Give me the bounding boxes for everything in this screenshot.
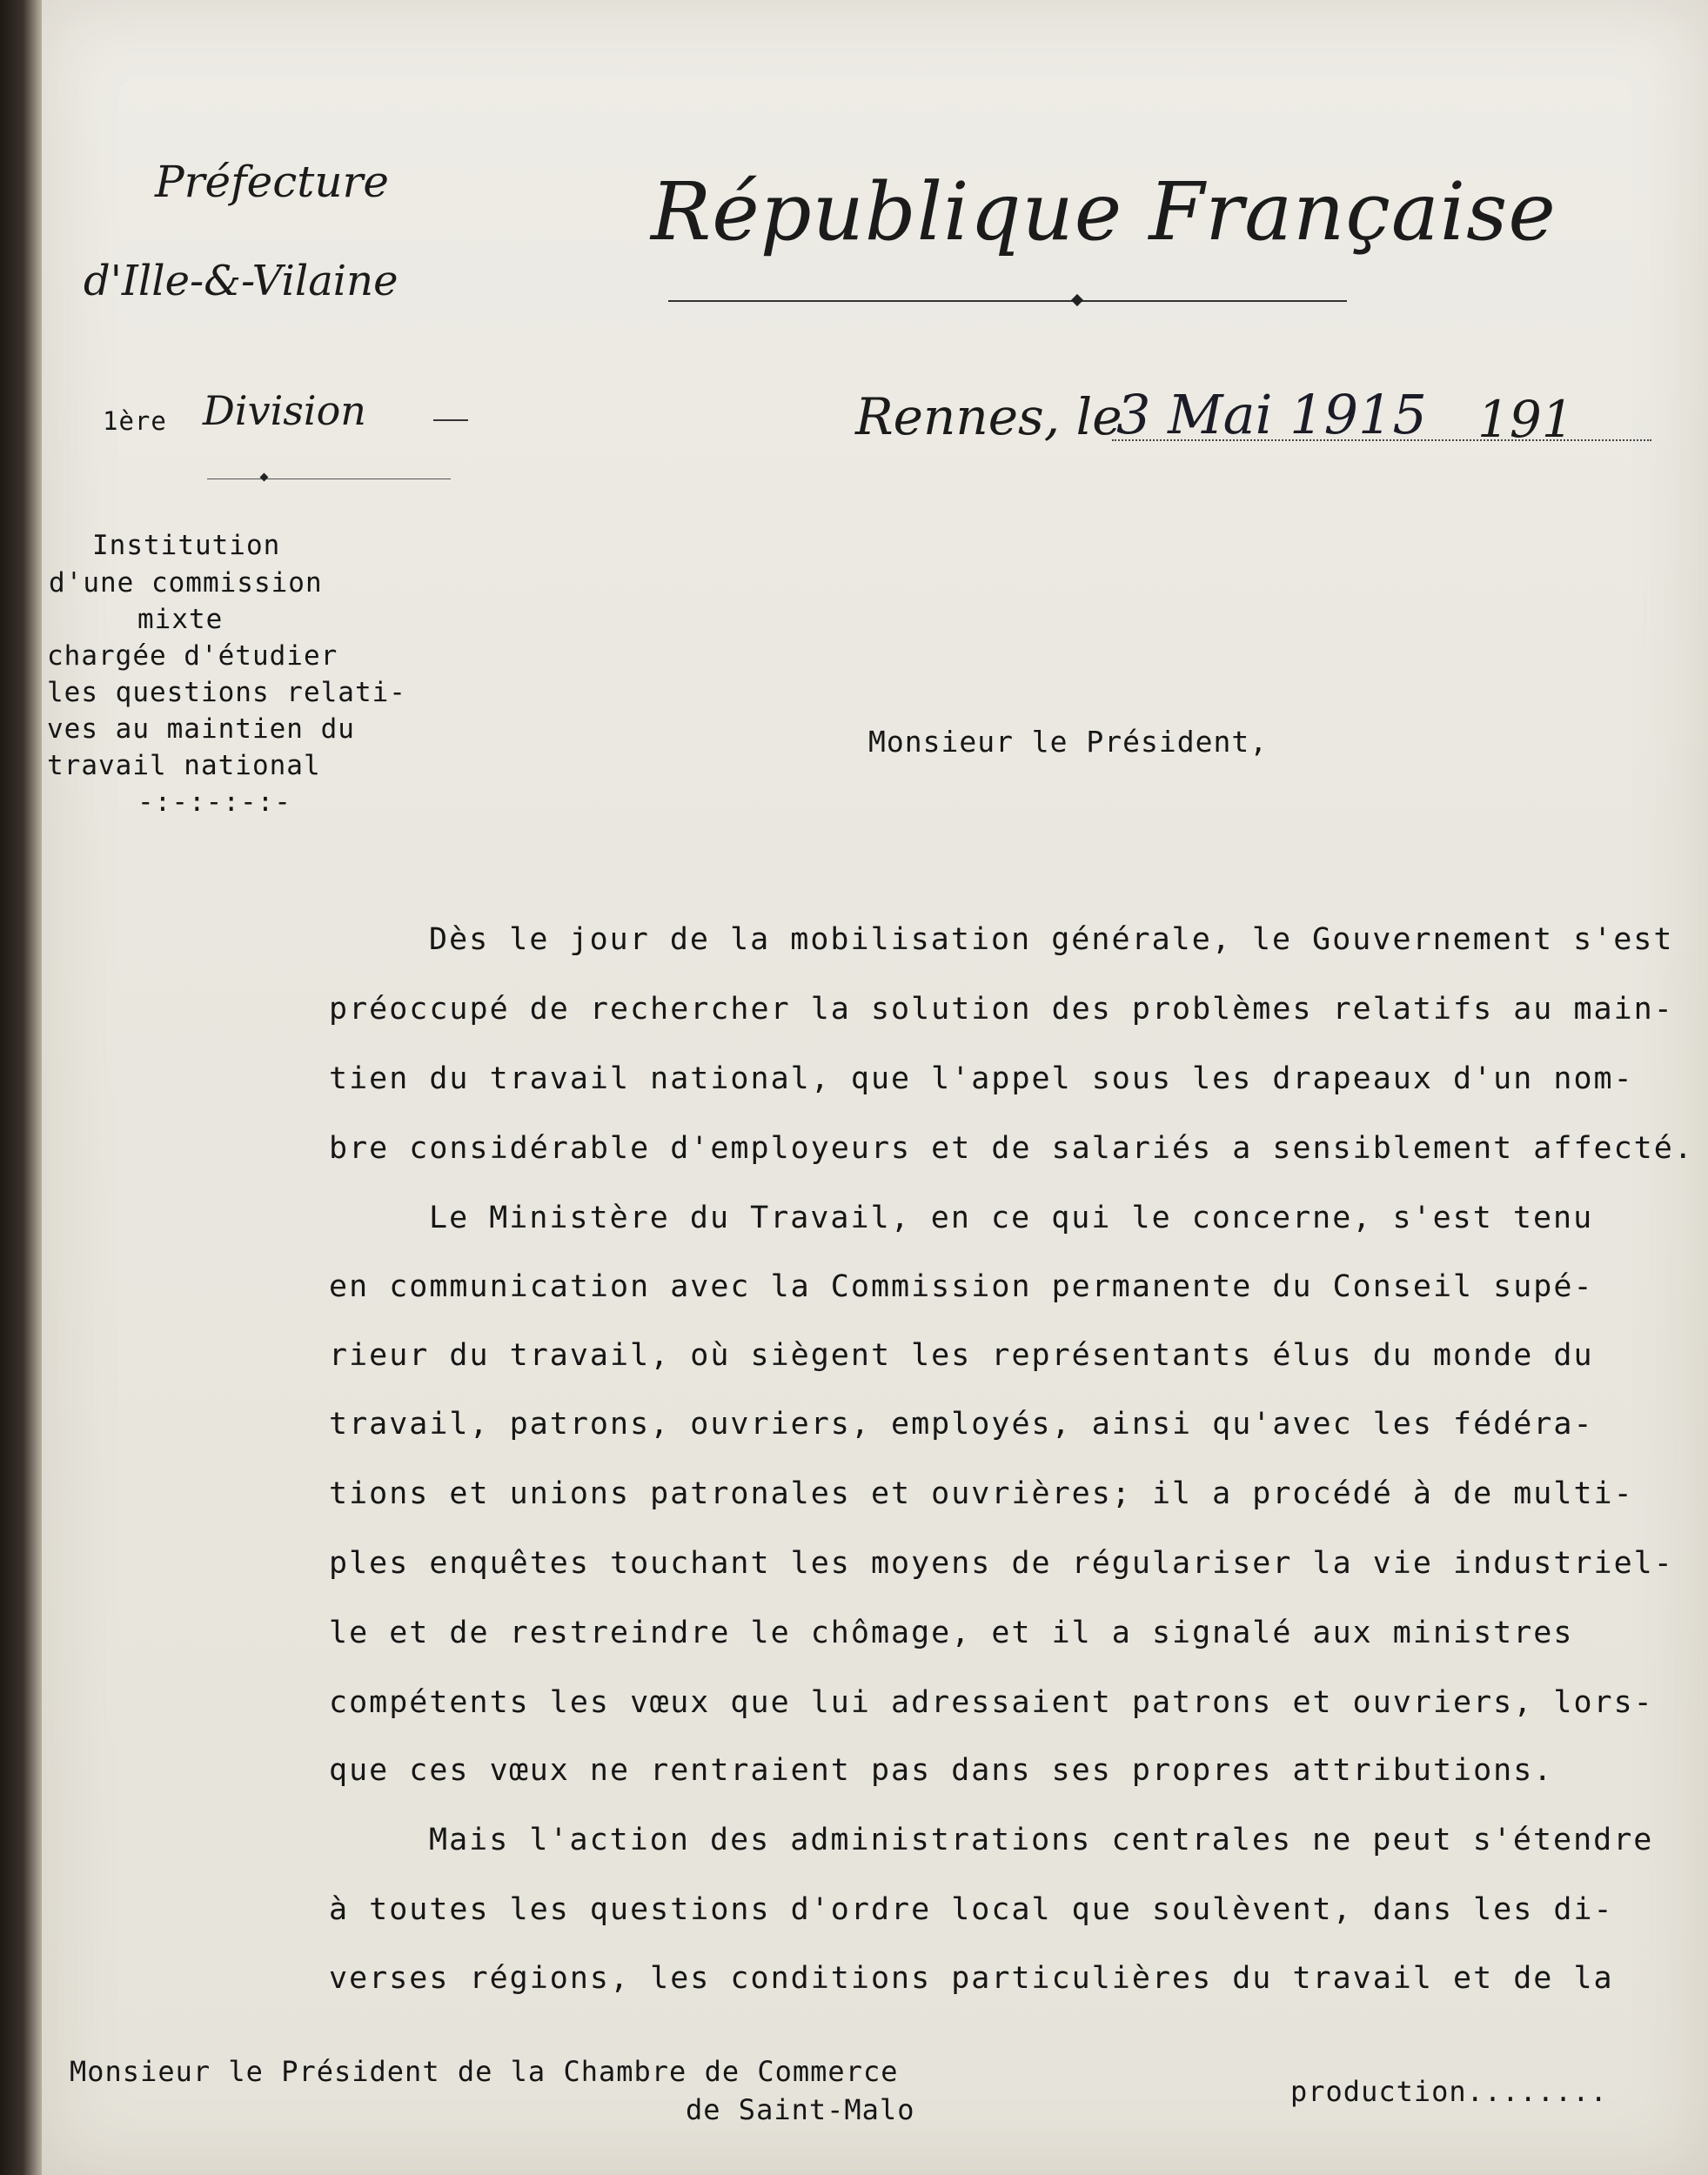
heading-ornament <box>1071 294 1083 306</box>
subject-line: mixte <box>137 604 224 635</box>
division-ornament <box>260 473 269 482</box>
addressee-line2: de Saint-Malo <box>686 2093 915 2126</box>
date-dotted-line <box>1112 439 1651 441</box>
body-line: préoccupé de rechercher la solution des problèmes relatifs au main- <box>329 992 1674 1027</box>
addressee-line1: Monsieur le Président de la Chambre de Commerce <box>70 2055 899 2088</box>
subject-line: d'une commission <box>49 567 323 599</box>
body-line: Dès le jour de la mobilisation générale, le Gouvernement s'est <box>429 922 1674 957</box>
continuation-catchword: production........ <box>1290 2075 1608 2108</box>
subject-line: chargée d'étudier <box>47 640 338 672</box>
division-number: 1ère <box>103 406 167 436</box>
body-line: compétents les vœux que lui adressaient patrons et ouvriers, lors- <box>329 1685 1654 1720</box>
body-line: verses régions, les conditions particulières du travail et de la <box>329 1961 1614 1996</box>
body-line: tions et unions patronales et ouvrières; il a procédé à de multi- <box>329 1476 1634 1511</box>
body-line: bre considérable d'employeurs et de salariés a sensiblement affecté. <box>329 1131 1694 1166</box>
subject-line: travail national <box>47 750 321 781</box>
handwritten-date: 3 Mai 1915 <box>1116 383 1427 446</box>
republic-heading: République Française <box>651 165 1557 258</box>
subject-separator: -:-:-:-:- <box>137 786 291 818</box>
body-line: en communication avec la Commission permanente du Conseil supé- <box>329 1269 1594 1304</box>
prefecture-line1: Préfecture <box>155 157 390 207</box>
body-line: le et de restreindre le chômage, et il a signalé aux ministres <box>329 1616 1574 1650</box>
subject-line: les questions relati- <box>47 677 406 708</box>
body-line: tien du travail national, que l'appel sous les drapeaux d'un nom- <box>329 1061 1634 1096</box>
subject-line: ves au maintien du <box>47 713 355 745</box>
place-label: Rennes, le <box>855 387 1122 446</box>
body-line: Le Ministère du Travail, en ce qui le concerne, s'est tenu <box>429 1201 1594 1235</box>
body-line: rieur du travail, où siègent les représentants élus du monde du <box>329 1338 1594 1373</box>
salutation: Monsieur le Président, <box>868 725 1269 759</box>
heading-rule-left <box>668 300 1095 302</box>
division-underline <box>207 478 451 479</box>
body-line: ples enquêtes touchant les moyens de régulariser la vie industriel- <box>329 1546 1674 1581</box>
letter-page <box>42 0 1708 2175</box>
division-label: Division <box>203 387 366 434</box>
division-rule <box>433 419 468 421</box>
prefecture-line2: d'Ille-&-Vilaine <box>84 257 399 305</box>
subject-line: Institution <box>92 530 281 561</box>
heading-rule-right <box>1086 300 1347 302</box>
body-line: à toutes les questions d'ordre local que soulèvent, dans les di- <box>329 1892 1614 1927</box>
body-line: que ces vœux ne rentraient pas dans ses propres attributions. <box>329 1753 1554 1788</box>
year-printed: 191 <box>1477 390 1574 449</box>
body-line: Mais l'action des administrations centrales ne peut s'étendre <box>429 1823 1654 1857</box>
binding-edge <box>0 0 42 2175</box>
body-line: travail, patrons, ouvriers, employés, ainsi qu'avec les fédéra- <box>329 1407 1594 1442</box>
